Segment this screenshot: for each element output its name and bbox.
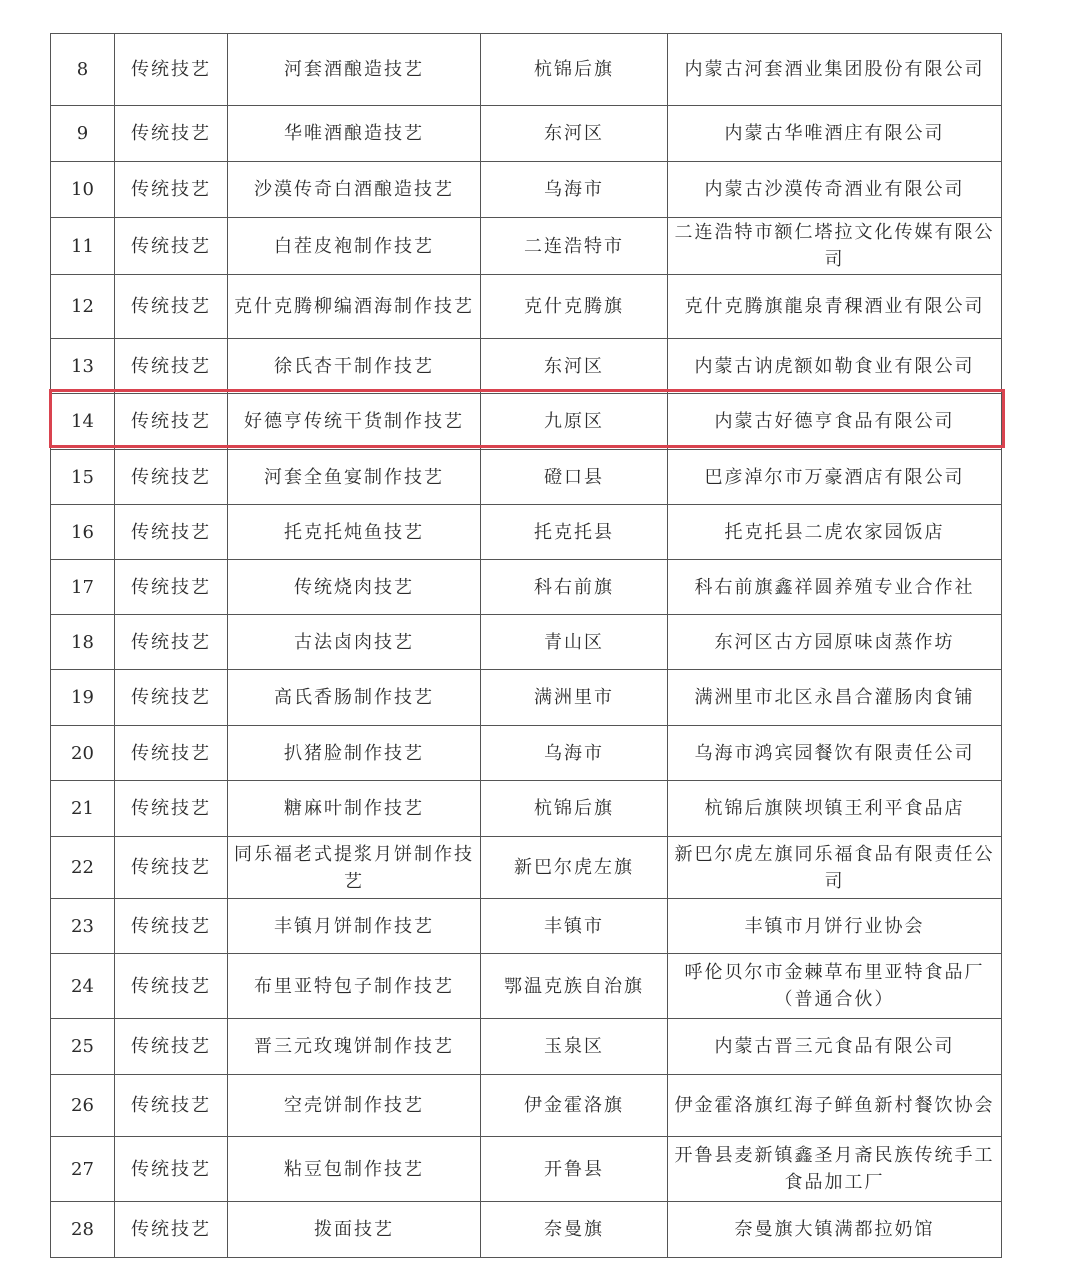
row-project: 托克托炖鱼技艺 bbox=[228, 505, 481, 560]
row-region: 科右前旗 bbox=[481, 560, 668, 615]
row-project: 丰镇月饼制作技艺 bbox=[228, 899, 481, 954]
row-region: 鄂温克族自治旗 bbox=[481, 954, 668, 1019]
row-region: 二连浩特市 bbox=[481, 218, 668, 275]
row-number: 18 bbox=[51, 615, 115, 670]
row-unit: 丰镇市月饼行业协会 bbox=[668, 899, 1002, 954]
table-row bbox=[51, 781, 1002, 837]
table-row bbox=[51, 1019, 1002, 1075]
row-unit: 科右前旗鑫祥圆养殖专业合作社 bbox=[668, 560, 1002, 615]
row-region: 乌海市 bbox=[481, 162, 668, 218]
row-unit: 新巴尔虎左旗同乐福食品有限责任公司 bbox=[668, 837, 1002, 899]
row-project: 沙漠传奇白酒酿造技艺 bbox=[228, 162, 481, 218]
row-project: 古法卤肉技艺 bbox=[228, 615, 481, 670]
row-unit: 内蒙古华唯酒庄有限公司 bbox=[668, 106, 1002, 162]
row-category: 传统技艺 bbox=[115, 106, 228, 162]
row-category: 传统技艺 bbox=[115, 275, 228, 339]
table-row bbox=[51, 837, 1002, 899]
row-number: 10 bbox=[51, 162, 115, 218]
row-unit: 内蒙古好德亨食品有限公司 bbox=[668, 394, 1002, 450]
row-region: 满洲里市 bbox=[481, 670, 668, 726]
table-row bbox=[51, 899, 1002, 954]
table-row bbox=[51, 560, 1002, 615]
row-number: 19 bbox=[51, 670, 115, 726]
row-unit: 乌海市鸿宾园餐饮有限责任公司 bbox=[668, 726, 1002, 781]
row-number: 16 bbox=[51, 505, 115, 560]
row-category: 传统技艺 bbox=[115, 1019, 228, 1075]
row-unit: 奈曼旗大镇满都拉奶馆 bbox=[668, 1202, 1002, 1258]
row-number: 9 bbox=[51, 106, 115, 162]
row-region: 新巴尔虎左旗 bbox=[481, 837, 668, 899]
row-category: 传统技艺 bbox=[115, 34, 228, 106]
row-region: 杭锦后旗 bbox=[481, 781, 668, 837]
table-row bbox=[51, 106, 1002, 162]
row-number: 11 bbox=[51, 218, 115, 275]
table-body bbox=[51, 34, 1002, 1258]
row-category: 传统技艺 bbox=[115, 560, 228, 615]
row-project: 白茬皮袍制作技艺 bbox=[228, 218, 481, 275]
table-row bbox=[51, 162, 1002, 218]
row-region: 伊金霍洛旗 bbox=[481, 1075, 668, 1137]
row-category: 传统技艺 bbox=[115, 1075, 228, 1137]
row-number: 17 bbox=[51, 560, 115, 615]
table-row bbox=[51, 954, 1002, 1019]
row-project: 空壳饼制作技艺 bbox=[228, 1075, 481, 1137]
row-number: 24 bbox=[51, 954, 115, 1019]
row-unit: 巴彦淖尔市万豪酒店有限公司 bbox=[668, 450, 1002, 505]
row-project: 布里亚特包子制作技艺 bbox=[228, 954, 481, 1019]
row-category: 传统技艺 bbox=[115, 1202, 228, 1258]
row-project: 华唯酒酿造技艺 bbox=[228, 106, 481, 162]
row-unit: 杭锦后旗陕坝镇王利平食品店 bbox=[668, 781, 1002, 837]
row-category: 传统技艺 bbox=[115, 162, 228, 218]
row-region: 东河区 bbox=[481, 339, 668, 394]
row-category: 传统技艺 bbox=[115, 339, 228, 394]
row-unit: 伊金霍洛旗红海子鲜鱼新村餐饮协会 bbox=[668, 1075, 1002, 1137]
row-unit: 克什克腾旗龍泉青稞酒业有限公司 bbox=[668, 275, 1002, 339]
table-row bbox=[51, 670, 1002, 726]
row-project: 同乐福老式提浆月饼制作技艺 bbox=[228, 837, 481, 899]
table-row bbox=[51, 218, 1002, 275]
row-region: 乌海市 bbox=[481, 726, 668, 781]
row-region: 丰镇市 bbox=[481, 899, 668, 954]
row-unit: 满洲里市北区永昌合灌肠肉食铺 bbox=[668, 670, 1002, 726]
row-region: 九原区 bbox=[481, 394, 668, 450]
row-region: 东河区 bbox=[481, 106, 668, 162]
row-project: 河套全鱼宴制作技艺 bbox=[228, 450, 481, 505]
row-number: 13 bbox=[51, 339, 115, 394]
row-unit: 内蒙古沙漠传奇酒业有限公司 bbox=[668, 162, 1002, 218]
row-project: 传统烧肉技艺 bbox=[228, 560, 481, 615]
row-region: 杭锦后旗 bbox=[481, 34, 668, 106]
row-unit: 内蒙古河套酒业集团股份有限公司 bbox=[668, 34, 1002, 106]
table-row bbox=[51, 615, 1002, 670]
row-project: 好德亨传统干货制作技艺 bbox=[228, 394, 481, 450]
row-project: 扒猪脸制作技艺 bbox=[228, 726, 481, 781]
row-project: 晋三元玫瑰饼制作技艺 bbox=[228, 1019, 481, 1075]
table-row-highlighted bbox=[51, 394, 1002, 450]
row-number: 26 bbox=[51, 1075, 115, 1137]
row-region: 玉泉区 bbox=[481, 1019, 668, 1075]
row-project: 拨面技艺 bbox=[228, 1202, 481, 1258]
row-category: 传统技艺 bbox=[115, 726, 228, 781]
row-project: 徐氏杏干制作技艺 bbox=[228, 339, 481, 394]
row-unit: 开鲁县麦新镇鑫圣月斋民族传统手工食品加工厂 bbox=[668, 1137, 1002, 1202]
row-unit: 内蒙古晋三元食品有限公司 bbox=[668, 1019, 1002, 1075]
row-project: 高氏香肠制作技艺 bbox=[228, 670, 481, 726]
row-number: 21 bbox=[51, 781, 115, 837]
row-category: 传统技艺 bbox=[115, 450, 228, 505]
row-project: 克什克腾柳编酒海制作技艺 bbox=[228, 275, 481, 339]
row-project: 糖麻叶制作技艺 bbox=[228, 781, 481, 837]
row-number: 23 bbox=[51, 899, 115, 954]
row-unit: 二连浩特市额仁塔拉文化传媒有限公司 bbox=[668, 218, 1002, 275]
row-category: 传统技艺 bbox=[115, 899, 228, 954]
row-number: 27 bbox=[51, 1137, 115, 1202]
row-number: 25 bbox=[51, 1019, 115, 1075]
table-row bbox=[51, 275, 1002, 339]
row-region: 磴口县 bbox=[481, 450, 668, 505]
table-row bbox=[51, 1075, 1002, 1137]
row-region: 开鲁县 bbox=[481, 1137, 668, 1202]
row-number: 12 bbox=[51, 275, 115, 339]
row-number: 28 bbox=[51, 1202, 115, 1258]
table-row bbox=[51, 34, 1002, 106]
row-region: 克什克腾旗 bbox=[481, 275, 668, 339]
row-unit: 东河区古方园原味卤蒸作坊 bbox=[668, 615, 1002, 670]
row-category: 传统技艺 bbox=[115, 615, 228, 670]
row-region: 青山区 bbox=[481, 615, 668, 670]
row-category: 传统技艺 bbox=[115, 505, 228, 560]
table-row bbox=[51, 726, 1002, 781]
row-region: 奈曼旗 bbox=[481, 1202, 668, 1258]
table-row bbox=[51, 339, 1002, 394]
row-category: 传统技艺 bbox=[115, 837, 228, 899]
row-category: 传统技艺 bbox=[115, 218, 228, 275]
row-region: 托克托县 bbox=[481, 505, 668, 560]
heritage-list-table bbox=[50, 33, 1002, 1258]
table-row bbox=[51, 1137, 1002, 1202]
row-category: 传统技艺 bbox=[115, 670, 228, 726]
row-number: 20 bbox=[51, 726, 115, 781]
row-number: 15 bbox=[51, 450, 115, 505]
row-category: 传统技艺 bbox=[115, 1137, 228, 1202]
row-project: 河套酒酿造技艺 bbox=[228, 34, 481, 106]
row-unit: 内蒙古讷虎额如勒食业有限公司 bbox=[668, 339, 1002, 394]
row-number: 22 bbox=[51, 837, 115, 899]
table-row bbox=[51, 1202, 1002, 1258]
table-row bbox=[51, 505, 1002, 560]
row-project: 粘豆包制作技艺 bbox=[228, 1137, 481, 1202]
table-row bbox=[51, 450, 1002, 505]
row-category: 传统技艺 bbox=[115, 394, 228, 450]
row-number: 14 bbox=[51, 394, 115, 450]
row-number: 8 bbox=[51, 34, 115, 106]
row-unit: 呼伦贝尔市金棘草布里亚特食品厂（普通合伙） bbox=[668, 954, 1002, 1019]
row-category: 传统技艺 bbox=[115, 781, 228, 837]
row-unit: 托克托县二虎农家园饭店 bbox=[668, 505, 1002, 560]
row-category: 传统技艺 bbox=[115, 954, 228, 1019]
